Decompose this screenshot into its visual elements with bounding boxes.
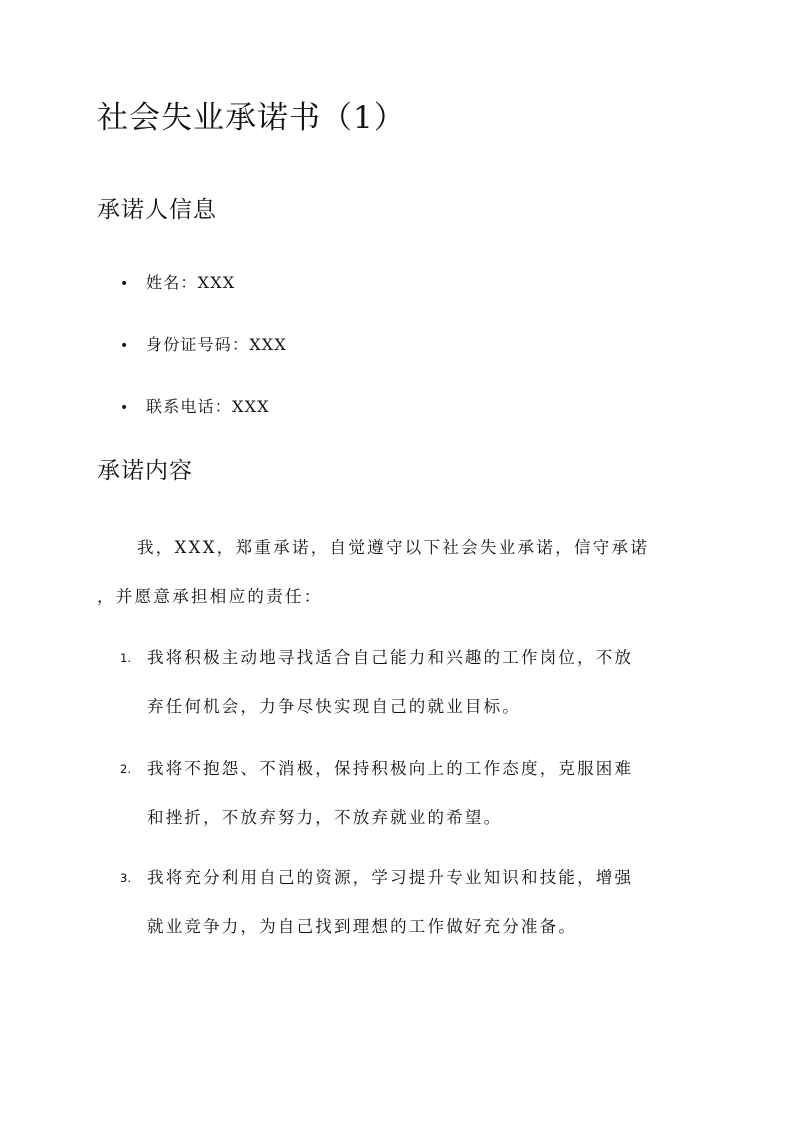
info-item-text: 联系电话：XXX [146, 397, 270, 416]
promise-line: 我将不抱怨、不消极，保持积极向上的工作态度，克服困难 [147, 759, 634, 778]
section-heading-info: 承诺人信息 [97, 197, 217, 223]
promise-line: 弃任何机会，力争尽快实现自己的就业目标。 [147, 697, 521, 716]
intro-line: 我，XXX，郑重承诺，自觉遵守以下社会失业承诺，信守承诺 [137, 538, 650, 557]
info-item-id-number [120, 333, 287, 358]
promise-line: 我将充分利用自己的资源，学习提升专业知识和技能，增强 [147, 868, 634, 887]
list-number: 2. [120, 762, 131, 776]
bullet-icon: • [120, 400, 130, 416]
section-heading-content: 承诺内容 [97, 458, 193, 484]
info-item-name [120, 271, 235, 296]
intro-line: ，并愿意承担相应的责任： [97, 587, 323, 606]
promise-line: 我将积极主动地寻找适合自己能力和兴趣的工作岗位，不放 [147, 648, 634, 667]
list-number: 1. [120, 651, 131, 665]
info-item-text: 姓名：XXX [146, 273, 236, 292]
bullet-icon: • [120, 276, 130, 292]
info-item-text: 身份证号码：XXX [146, 335, 287, 354]
document-title: 社会失业承诺书（1） [97, 100, 406, 136]
info-item-phone [120, 395, 270, 420]
list-number: 3. [120, 871, 131, 885]
bullet-icon: • [120, 338, 130, 354]
promise-line: 就业竞争力，为自己找到理想的工作做好充分准备。 [147, 917, 578, 936]
promise-line: 和挫折，不放弃努力，不放弃就业的希望。 [147, 808, 503, 827]
